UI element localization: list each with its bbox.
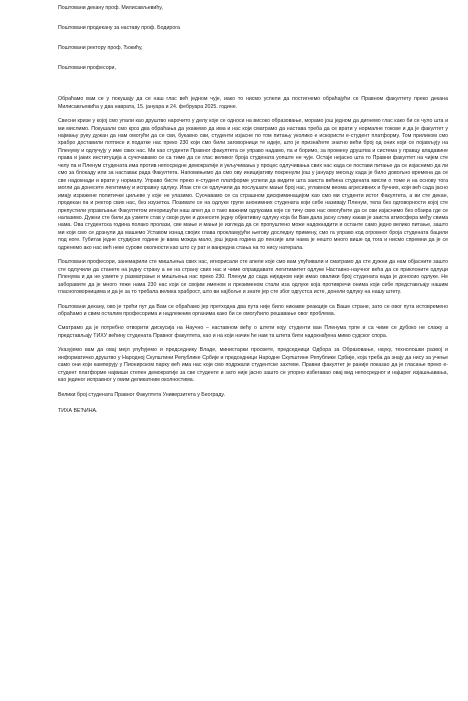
greeting-dean: Поштовани декану проф. Милисављевићу, [58,5,163,11]
signature-silent-majority: ТИХА ВЕЋИНА. [58,408,98,415]
paragraph-intro: Обраћамо вам се у покушају да се наш глас већ једном чује, иако то нисмо успели да постигнемо обраћајући се Правном факултету преко декана Милисављевића у два наврата, 15. јануара и 24. фебруара 2025. године. [58,96,448,110]
greetings-block [58,5,448,73]
letter-body [58,96,448,384]
paragraph-recipients: Указујемо вам да овај мејл упућујемо и председнику Владе, министарки просвете, председници Одбора за Образовање, науку, технолошки развој и информатичко друштво у Народној Скупштини Републике Србије и председници Народне Скупштине Републике Србије, која треба да знају да нису за учење само они који камперују у Пионирском парку већ има нас који смо подржали студентске захтеве. Правни факултет је раније показао да је гласање преко е-студент платформе највиши степен демократије за све студенте и зато није јасно зашто се упорно избегавао овај вид непосредног и најшрег изјашњавања, као јединог исправног у овим деликатним околностима. [58,347,448,384]
paragraph-discussion: Сматрамо да је потребно отворити дискусија на Научно – наставном већу о штети коју студенти ван Пленума трпе и са чиме се дубоко не слажу а представљају ТИХУ већину студената Правног факултета, као и на који начин ће нам та штета бити надокнађена мимо судског спора. [58,325,448,339]
paragraph-crisis: Свесни кризе у којој смо упали као друштво нарочито у делу које се односи на високо образовање, морамо још једном да дигнемо глас како би се чуло шта и ми мислимо. Покушали смо кроз два обраћања да укажемо да има и нас који сматрамо да настава треба да се врати у нормалне токове и да је факултет у најмању руку дужан да нам омогући да се сви, букавно сви, студенти изјасне по том питању уколико е искористи е-студент платформу. Том приликом смо храбро доставили потписе и податке нас преко 230 који смо били заговорници те идеје, што је признаћете знатно већи број од оних који се појављују на Пленуму и одлучују у име свих нас. Ми као студенти Правног факултета се управо надамо, па и боримо, за промену друштва и система у правцу владавине права и јаких институција а сучочавамо се са тиме да се глас великог броја студената уопште не чује. Остаје нејасно шта то Правни факултет на чијем сте челу па и Пленум студената има против непосредне демократије и укључивања у процес одлучивања свих нас када се постави питање да се изјаснимо да ли смо за блокаду или за наставак рада Факултета. Напомињемо да смо ову иницијативу покренули још у јануару месецу када је било довољно времена да се све надокнади и врати у нормалу. Управо бисте преко е-студент платформе успели да видите шта заиста већина студената мисли о томе и на основу тога могли да донесете легитимну и исправну одлуку. Ипак сте се одлучили да послушате мањи број нас, углавном веома агресивних и бучних, који већ сада јасно имају изражене политичке циљеве у које не улазимо. Суочавамо се са страшном дискриминацијом као смо ми студенти истог Факултета, а ви сте декан, продекан па и ректор свих нас, без изузетка. Позивате се на одлуке групе анонимних студената који себе називају Пленум, тела без одговорности којој сте препустили управљање Факултетом игноришући наш апел да о тако важним одлукама које се тичу свих нас омогућите да се сви изјаснимо без обзира где се налазимо. Дужни сте били да узмете став у своје руке и донесете једну објективну одлуку која би Вам дала јасну слику какав је заиста атмосфера међу свима нама. Ова студентска година полако пролази, све мање и мањи је изгледа да се пропуштено може надокнадити и останте само једно велико питање, зашто ми који смо се дрзнули да машемо Уставом изнад својих глава прокламујући његову доследну примену, смо га управо код огромног броја студената бацили под ноге. Губитак једне студијске године је вама можда мало, још једна година до пензије али нама је нешто много више од тога и нисмо спремни да је се одренемо ако нас већ неке сурове околности као што су рат и ванредна стања на то нису натерала. [58,118,448,251]
spacer [58,85,448,96]
paragraph-dean: Поштовани декану, ово је трећи пут да Вам се обраћамо јер претходна два пута није било никакве реакције са Ваше стране, зато се овог пута истовремено обраћамо и свим осталим професорима и надлежним органима како би се омогућило решавање овог проблема. [58,303,448,317]
greeting-rector: Поштовани ректору проф. Ђокићу, [58,45,143,52]
greeting-vice-dean: Поштовани продекану за наставу проф. Бодирога [58,25,180,32]
greeting-professors: Поштовани професори, [58,65,116,72]
paragraph-professors: Поштовани професори, занемарили сте мишљења свих нас, игнорисали сте апеле које смо вам упућивали и сматрамо да сте дужни да нам објасните зашто сте одлучили да станете на једну страну а не на страну свих нас и чиме оправдавате легитимитет одлуке Наставно-научног већа да се приклоните одлуци Пленума и да не узмете у разматрање и мишљења нас преко 230. Пленум до сада ниједном није имао овалики број студената када је доносио одлуке. Не заборавите да је много теже нама 230 нас који се својим именом и презименом стали иза одлуке која противречи онима који себе представљају нашим гласноговорницима и да је за то требала велика храброст, што ви најбоље и знате јер сте због одгустса исте, донели одлуку на нашу штету. [58,259,448,296]
signature-line: Велики број студената Правног Факултета Универзитета у Београду. [58,391,225,398]
